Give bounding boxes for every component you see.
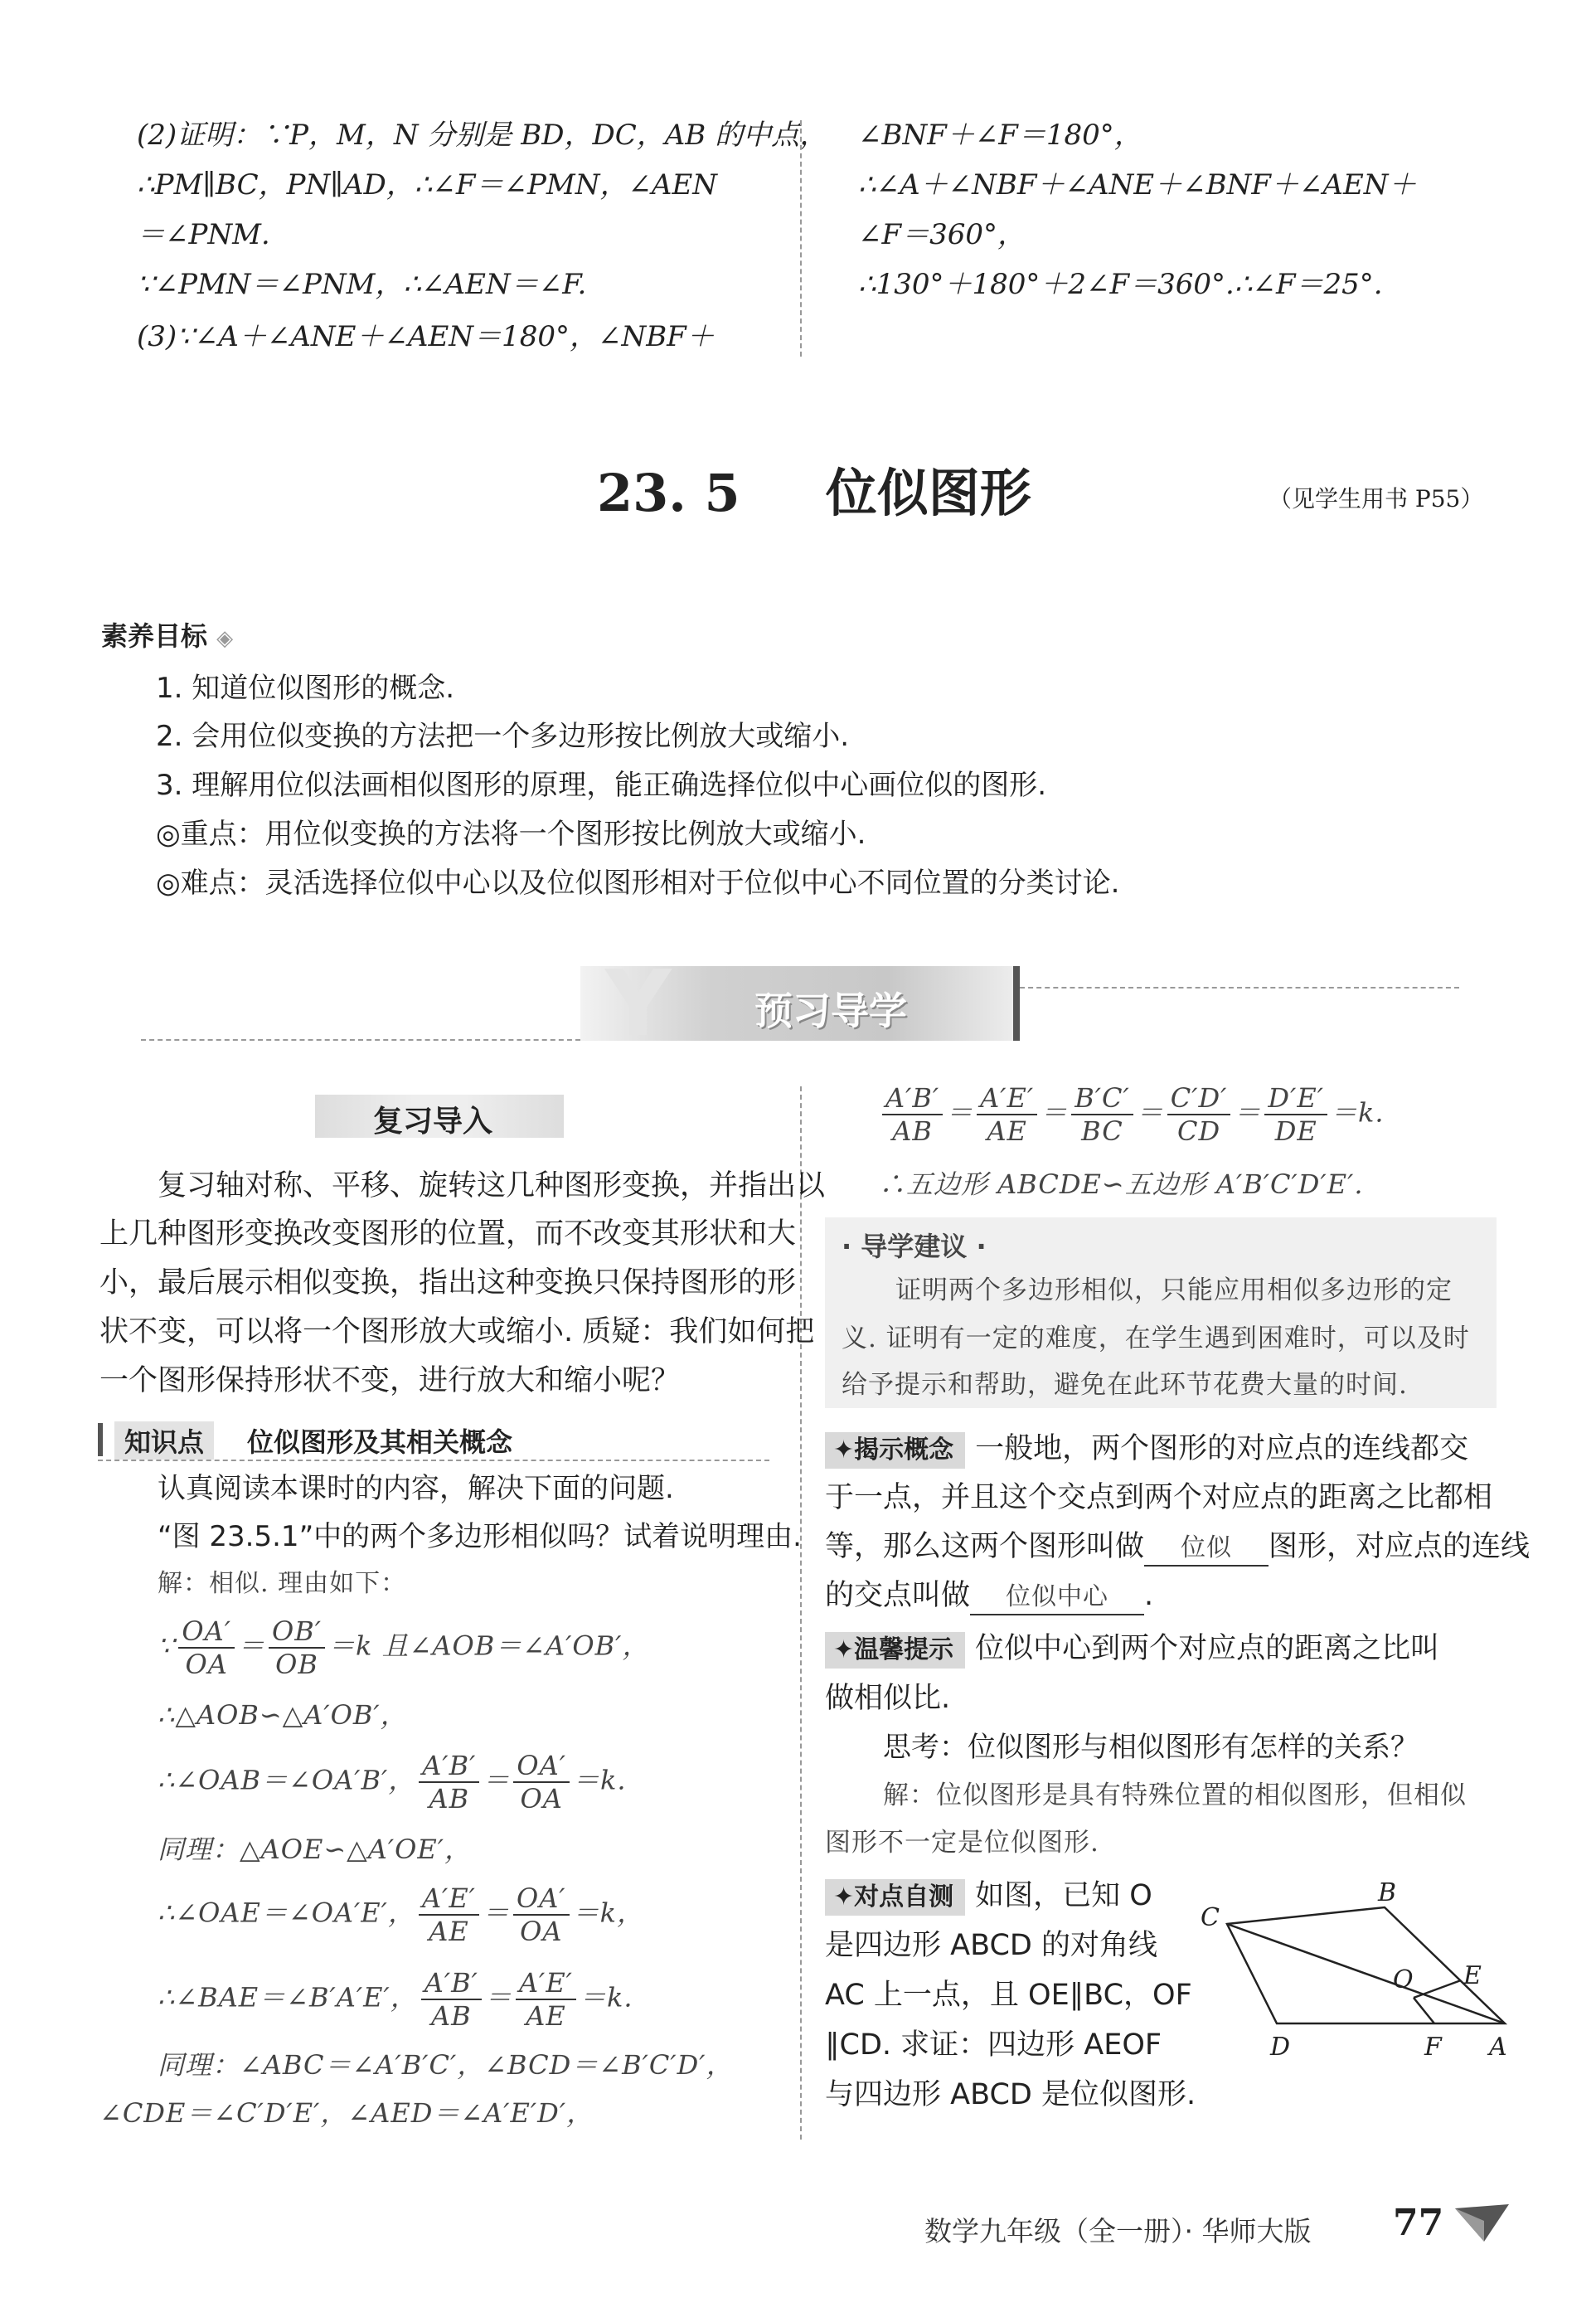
ratio-f3-den: BC bbox=[1081, 1115, 1123, 1147]
banner-y-icon: Y bbox=[605, 950, 672, 1057]
solution-intro: 解：相似. 理由如下： bbox=[158, 1569, 407, 1598]
instruction-2: “图 23.5.1”中的两个多边形相似吗？试着说明理由. bbox=[158, 1520, 802, 1553]
ratio-f2-den: AE bbox=[987, 1115, 1027, 1147]
eq-line-7: 同理：∠ABC＝∠A′B′C′，∠BCD＝∠B′C′D′， bbox=[158, 2049, 734, 2081]
review-line-1: 复习轴对称、平移、旋转这几种图形变换，并指出以 bbox=[158, 1169, 826, 1202]
ratio-fraction-5 bbox=[1264, 1082, 1327, 1147]
test-tag bbox=[825, 1879, 965, 1916]
top-left-line-1: (2)证明：∵P，M，N 分别是 BD，DC，AB 的中点， bbox=[137, 119, 828, 152]
eq-line-6: ∴∠BAE＝∠B′A′E′， $\frac{A'B'}{AB}$ ＝ $\frac{A'E'}{AE}$ ＝k. bbox=[158, 1967, 633, 2032]
ratio-fraction-2 bbox=[977, 1082, 1037, 1147]
label-f: F bbox=[1424, 2033, 1442, 2062]
knowledge-marker bbox=[98, 1423, 103, 1456]
section-reference: （见学生用书 P55） bbox=[1269, 485, 1484, 512]
label-c: C bbox=[1201, 1903, 1220, 1932]
section-title bbox=[597, 452, 1031, 526]
sparkle-icon: ✦ bbox=[833, 1435, 855, 1465]
eq6-fraction-2 bbox=[516, 1967, 576, 2032]
eq6-f2-den: AE bbox=[526, 2000, 566, 2032]
concept-tag-text: 揭示概念 bbox=[854, 1435, 954, 1465]
concept-line-4 bbox=[825, 1579, 1153, 1615]
think-answer-1: 解：位似图形是具有特殊位置的相似图形，但相似 bbox=[883, 1780, 1467, 1810]
banner-title: 预习导学 bbox=[754, 989, 907, 1033]
concept-tag bbox=[825, 1432, 965, 1469]
review-heading-bar bbox=[315, 1095, 564, 1138]
concept-line-3 bbox=[825, 1530, 1530, 1567]
eq-line-5: ∴∠OAE＝∠OA′E′， $\frac{A'E'}{AE}$ ＝ $\frac{OA'}{OA}$ ＝k， bbox=[158, 1882, 644, 1947]
knowledge-tag: 知识点 bbox=[114, 1421, 214, 1460]
diamond-arrow-icon: ◈ bbox=[216, 626, 234, 651]
top-right-line-4: ∴130°＋180°＋2∠F＝360°.∴∠F＝25°. bbox=[858, 268, 1383, 301]
ratio-f1-den: AB bbox=[892, 1115, 933, 1147]
eq1-f1-num: OA′ bbox=[178, 1615, 235, 1649]
answer-blank-1: 位似 bbox=[1144, 1532, 1269, 1567]
goal-item-1: 1. 知道位似图形的概念. bbox=[156, 672, 455, 705]
top-column-divider bbox=[800, 120, 802, 357]
test-line-3: AC 上一点，且 OE∥BC，OF bbox=[825, 1979, 1192, 2012]
top-left-line-4: ∵∠PMN＝∠PNM，∴∠AEN＝∠F. bbox=[137, 268, 587, 301]
eq1-f1-den: OA bbox=[185, 1649, 228, 1680]
ratio-fraction-1 bbox=[882, 1082, 943, 1147]
test-line-1 bbox=[825, 1879, 1152, 1916]
eq5-f2-den: OA bbox=[520, 1916, 563, 1947]
test-tag-text: 对点自测 bbox=[854, 1882, 954, 1912]
ratio-f2-num: A′E′ bbox=[977, 1082, 1037, 1115]
review-line-4: 状不变，可以将一个图形放大或缩小. 质疑：我们如何把 bbox=[99, 1315, 815, 1348]
eq1-f2-num: OB′ bbox=[269, 1615, 325, 1649]
test-line-5: 与四边形 ABCD 是位似图形. bbox=[825, 2078, 1196, 2111]
eq3-f2-den: OA bbox=[520, 1783, 563, 1814]
test-line-4: ∥CD. 求证：四边形 AEOF bbox=[825, 2028, 1162, 2062]
section-number: 23. 5 bbox=[597, 463, 740, 523]
ratio-f1-num: A′B′ bbox=[882, 1082, 943, 1115]
eq5-fraction-1 bbox=[419, 1882, 479, 1947]
main-column-divider bbox=[800, 1086, 802, 2140]
goals-heading bbox=[101, 615, 233, 653]
page-number: 77 bbox=[1393, 2202, 1444, 2244]
ratio-fraction-4 bbox=[1167, 1082, 1231, 1147]
review-line-5: 一个图形保持形状不变，进行放大和缩小呢？ bbox=[99, 1364, 681, 1397]
banner-right-rule bbox=[1020, 987, 1459, 989]
top-left-line-3: ＝∠PNM. bbox=[137, 218, 270, 251]
eq-line-2: ∴△AOB∽△A′OB′， bbox=[158, 1699, 408, 1731]
review-line-2: 上几种图形变换改变图形的位置，而不改变其形状和大 bbox=[99, 1217, 797, 1251]
eq1-fraction-2 bbox=[269, 1615, 325, 1680]
test-line-2: 是四边形 ABCD 的对角线 bbox=[825, 1929, 1157, 1962]
review-heading: 复习导入 bbox=[373, 1105, 493, 1139]
eq3-prefix: ∴∠OAB＝∠OA′B′， bbox=[158, 1764, 416, 1796]
tip-line-1 bbox=[825, 1632, 1439, 1669]
eq1-f2-den: OB bbox=[275, 1649, 318, 1680]
answer-blank-2: 位似中心 bbox=[970, 1581, 1144, 1615]
label-e: E bbox=[1463, 1961, 1482, 1990]
guide-line-3: 给予提示和帮助，避免在此环节花费大量的时间. bbox=[842, 1370, 1408, 1400]
tip-line-2: 做相似比. bbox=[825, 1682, 951, 1715]
footer-book: 数学九年级（全一册）· 华师大版 bbox=[924, 2215, 1312, 2247]
concept-line-1 bbox=[825, 1432, 1468, 1469]
ratio-f5-den: DE bbox=[1274, 1115, 1317, 1147]
tip-tag-text: 温馨提示 bbox=[854, 1635, 954, 1664]
goals-heading-text: 素养目标 bbox=[101, 620, 208, 652]
banner-end-bar bbox=[1013, 966, 1020, 1041]
ratio-f4-den: CD bbox=[1177, 1115, 1221, 1147]
eq-line-4: 同理：△AOE∽△A′OE′， bbox=[158, 1834, 472, 1865]
goal-difficulty: ◎难点：灵活选择位似中心以及位似图形相对于位似中心不同位置的分类讨论. bbox=[156, 867, 1120, 900]
ratio-f3-num: B′C′ bbox=[1071, 1082, 1133, 1115]
quadrilateral-figure bbox=[1194, 1874, 1521, 2069]
eq5-suffix: ＝k， bbox=[572, 1897, 644, 1929]
eq6-f1-den: AB bbox=[431, 2000, 472, 2032]
eq6-suffix: ＝k. bbox=[579, 1981, 633, 2014]
guide-box bbox=[825, 1217, 1497, 1408]
review-line-3: 小，最后展示相似变换，指出这种变换只保持图形的形 bbox=[99, 1266, 797, 1299]
label-d: D bbox=[1270, 2033, 1291, 2062]
think-answer-2: 图形不一定是位似图形. bbox=[825, 1828, 1099, 1858]
eq-line-8: ∠CDE＝∠C′D′E′，∠AED＝∠A′E′D′， bbox=[99, 2097, 594, 2129]
test-text-1: 如图，已知 O bbox=[975, 1879, 1152, 1912]
eq3-fraction-2 bbox=[513, 1750, 570, 1814]
eq-line-3: ∴∠OAB＝∠OA′B′， $\frac{A'B'}{AB}$ ＝ $\frac{OA'}{OA}$ ＝k. bbox=[158, 1750, 627, 1814]
eq3-suffix: ＝k. bbox=[573, 1764, 627, 1796]
top-left-line-2: ∴PM∥BC，PN∥AD，∴∠F＝∠PMN，∠AEN bbox=[137, 168, 718, 202]
eq1-prefix: ∵ bbox=[158, 1630, 176, 1662]
banner bbox=[580, 950, 1020, 1057]
label-o: O bbox=[1393, 1965, 1414, 1994]
eq5-f1-den: AE bbox=[429, 1916, 469, 1947]
eq3-f1-num: A′B′ bbox=[419, 1750, 479, 1783]
segment-of bbox=[1414, 1998, 1434, 2023]
eq6-f1-num: A′B′ bbox=[421, 1967, 482, 2000]
sparkle-icon: ✦ bbox=[833, 1635, 855, 1664]
eq6-f2-num: A′E′ bbox=[516, 1967, 576, 2000]
ratio-suffix: ＝k. bbox=[1330, 1096, 1385, 1129]
ratio-f5-num: D′E′ bbox=[1264, 1082, 1327, 1115]
sparkle-icon: ✦ bbox=[833, 1882, 855, 1912]
think-question: 思考：位似图形与相似图形有怎样的关系？ bbox=[883, 1731, 1419, 1764]
concept-l4-pre: 的交点叫做 bbox=[825, 1579, 971, 1612]
top-right-line-1: ∠BNF＋∠F＝180°， bbox=[858, 119, 1142, 152]
segment-oe bbox=[1414, 1980, 1461, 1998]
guide-heading: · 导学建议 · bbox=[842, 1231, 987, 1262]
label-b: B bbox=[1378, 1878, 1397, 1907]
eq5-f1-num: A′E′ bbox=[419, 1882, 479, 1916]
instruction-1: 认真阅读本课时的内容，解决下面的问题. bbox=[158, 1472, 674, 1505]
top-right-line-2: ∴∠A＋∠NBF＋∠ANE＋∠BNF＋∠AEN＋ bbox=[858, 168, 1417, 202]
goal-item-2: 2. 会用位似变换的方法把一个多边形按比例放大或缩小. bbox=[156, 720, 850, 753]
eq5-fraction-2 bbox=[513, 1882, 570, 1947]
label-a: A bbox=[1489, 2033, 1507, 2062]
eq3-f2-num: OA′ bbox=[513, 1750, 570, 1783]
concept-line-2: 于一点，并且这个交点到两个对应点的距离之比都相 bbox=[825, 1481, 1493, 1514]
eq1-suffix: ＝k 且∠AOB＝∠A′OB′， bbox=[328, 1630, 650, 1662]
eq5-f2-num: OA′ bbox=[513, 1882, 570, 1916]
tip-text-1: 位似中心到两个对应点的距离之比叫 bbox=[975, 1632, 1440, 1665]
knowledge-title: 位似图形及其相关概念 bbox=[247, 1426, 513, 1458]
eq6-prefix: ∴∠BAE＝∠B′A′E′， bbox=[158, 1981, 418, 2014]
eq6-fraction-1 bbox=[421, 1967, 482, 2032]
concept-text-1: 一般地，两个图形的对应点的连线都交 bbox=[975, 1432, 1469, 1465]
paper-plane-icon bbox=[1451, 2196, 1513, 2250]
ratio-fraction-3 bbox=[1071, 1082, 1133, 1147]
goal-item-3: 3. 理解用位似法画相似图形的原理，能正确选择位似中心画位似的图形. bbox=[156, 769, 1047, 802]
top-left-line-5: (3)∵∠A＋∠ANE＋∠AEN＝180°，∠NBF＋ bbox=[137, 320, 715, 353]
conclusion: ∴五边形 ABCDE∽五边形 A′B′C′D′E′. bbox=[879, 1168, 1364, 1200]
eq1-fraction-1 bbox=[178, 1615, 235, 1680]
concept-l3-pre: 等，那么这两个图形叫做 bbox=[825, 1530, 1145, 1563]
eq-line-1: ∵ $\frac{OA'}{OA}$ ＝ $\frac{OB'}{OB}$ ＝k 且∠AOB＝∠A′OB′， bbox=[158, 1615, 650, 1680]
banner-left-rule bbox=[141, 1039, 580, 1041]
ratio-f4-num: C′D′ bbox=[1167, 1082, 1231, 1115]
guide-line-2: 义. 证明有一定的难度，在学生遇到困难时，可以及时 bbox=[842, 1324, 1470, 1353]
top-right-line-3: ∠F＝360°， bbox=[858, 218, 1026, 251]
knowledge-heading bbox=[98, 1420, 769, 1461]
concept-l4-post: . bbox=[1144, 1579, 1154, 1612]
eq5-prefix: ∴∠OAE＝∠OA′E′， bbox=[158, 1897, 415, 1929]
goal-key-point: ◎重点：用位似变换的方法将一个图形按比例放大或缩小. bbox=[156, 818, 866, 851]
eq3-fraction-1 bbox=[419, 1750, 479, 1814]
tip-tag bbox=[825, 1632, 965, 1669]
eq3-f1-den: AB bbox=[429, 1783, 470, 1814]
guide-line-1: 证明两个多边形相似，只能应用相似多边形的定 bbox=[895, 1275, 1453, 1305]
concept-l3-post: 图形，对应点的连线 bbox=[1269, 1530, 1531, 1563]
ratio-equation: $\frac{A'B'}{AB}$ ＝ $\frac{A'E'}{AE}$ ＝ $\frac{B'C'}{BC}$ ＝ $\frac{C'D'}{CD}$ ＝ $\frac{D'E'}{DE}$ ＝k. bbox=[879, 1082, 1385, 1147]
section-name: 位似图形 bbox=[825, 463, 1031, 523]
